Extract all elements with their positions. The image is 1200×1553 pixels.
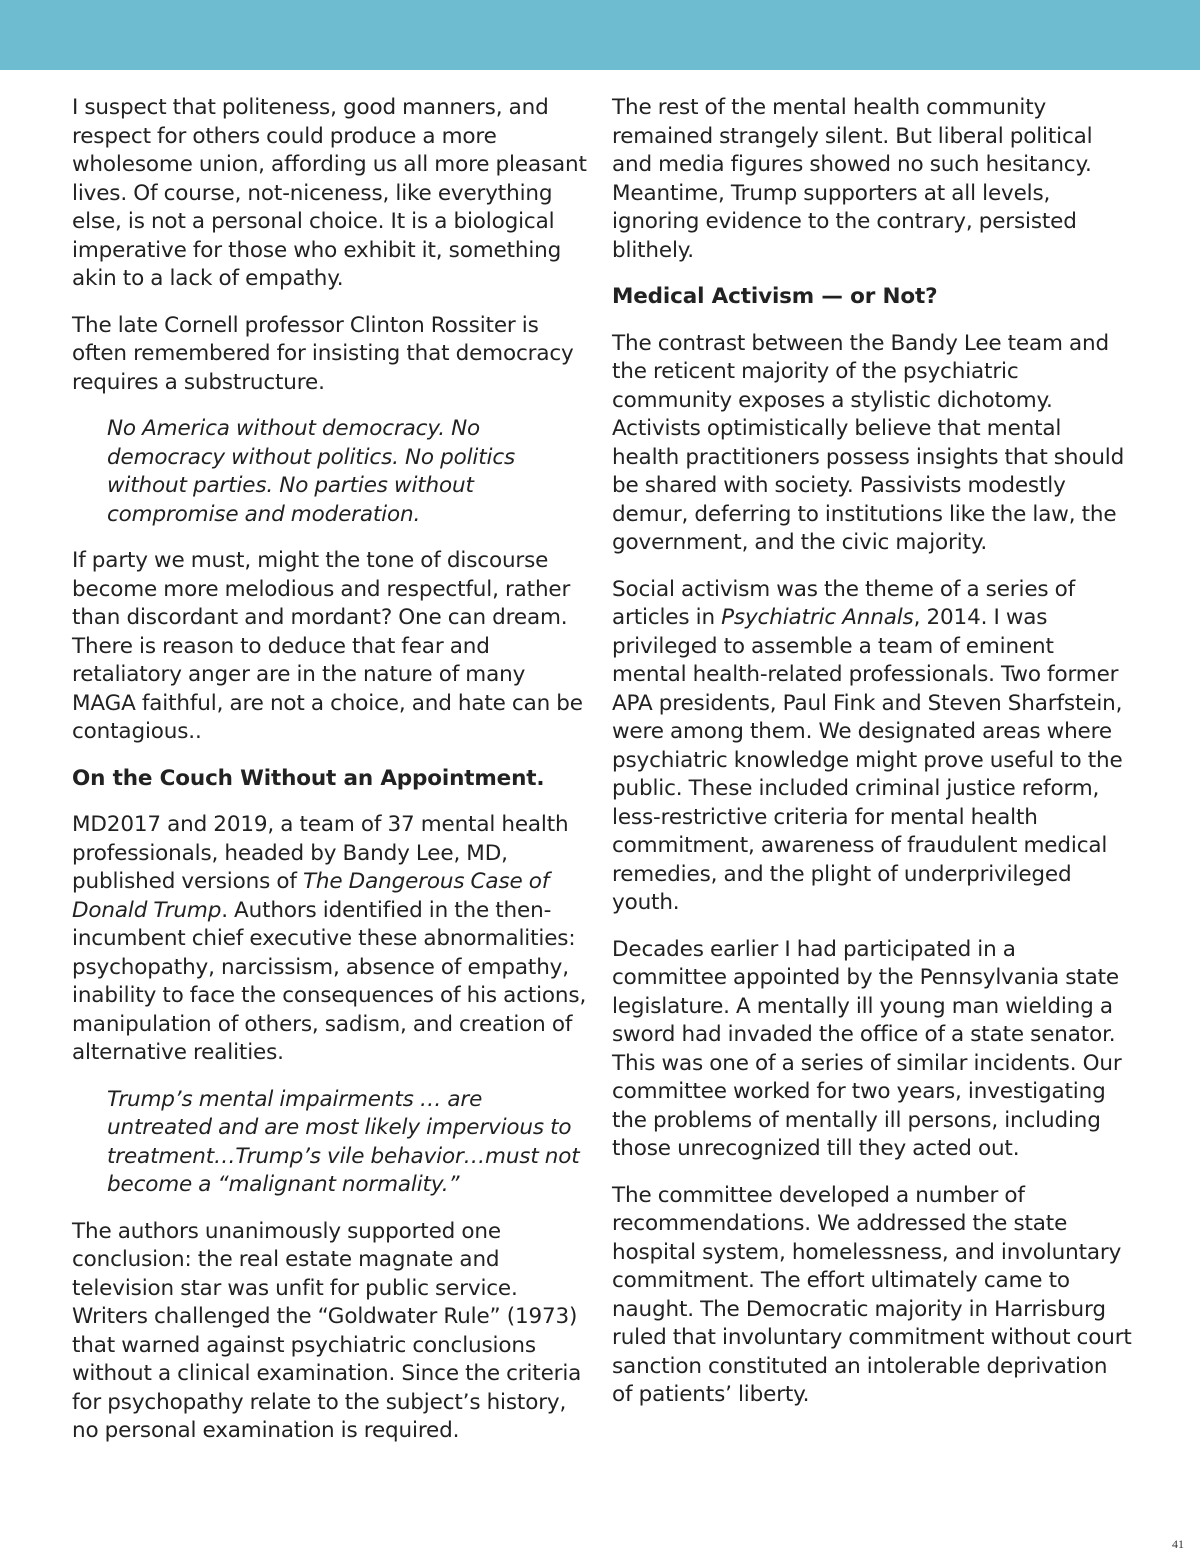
page-number: 41	[1172, 1537, 1184, 1551]
paragraph: The authors unanimously supported one conclusion: the real estate magnate and television star was unfit for public service. Writers challenged the “Goldwater Rule” (1973) that warned against psychiatric conclusions without a clinical examination. Since the criteria for psychopathy relate to the subject’s history, no personal examination is required.	[72, 1218, 582, 1443]
header-band	[0, 0, 1200, 70]
section-heading: On the Couch Without an Appointment.	[72, 765, 545, 791]
paragraph: Decades earlier I had participated in a committee appointed by the Pennsylvania state legislature. A mentally ill young man wielding a sword had invaded the office of a state senator. This was one of a series of similar incidents. Our committee worked for two years, investigating the problems of mentally ill persons, including those unrecognized till they acted out.	[612, 936, 1122, 1161]
block-quote: No America without democracy. No democracy without politics. No politics without parties. No parties without compromise and moderation.	[107, 416, 516, 527]
paragraph: The late Cornell professor Clinton Rossiter is often remembered for insisting that democracy requires a substructure.	[72, 312, 574, 395]
left-column	[72, 94, 588, 1464]
paragraph-text: MD2017 and 2019, a team of 37 mental health professionals, headed by Bandy Lee, MD, published versions of	[72, 812, 569, 894]
paragraph: If party we must, might the tone of discourse become more melodious and respectful, rather than discordant and mordant? One can dream. There is reason to deduce that fear and retaliatory anger are in the nature of many MAGA faithful, are not a choice, and hate can be contagious..	[72, 548, 583, 744]
section-heading: Medical Activism — or Not?	[612, 284, 938, 309]
block-quote: Trump’s mental impairments … are untreated and are most likely impervious to treatment…Trump’s vile behavior…must not become a “malignant normality.”	[107, 1086, 580, 1197]
paragraph: I suspect that politeness, good manners, and respect for others could produce a more wholesome union, affording us all more pleasant lives. Of course, not-niceness, like everything else, is not a personal choice. It is a biological imperative for those who exhibit it, something akin to a lack of empathy.	[72, 95, 587, 291]
book-title: The Dangerous Case of Donald Trump	[72, 869, 550, 923]
paragraph-text: Social activism was the theme of a series of articles in	[612, 576, 1076, 630]
paragraph: The contrast between the Bandy Lee team and the reticent majority of the psychiatric community exposes a stylistic dichotomy. Activists optimistically believe that mental health practitioners possess insights that should be shared with society. Passivists modestly demur, deferring to institutions like the law, the government, and the civic majority.	[612, 330, 1125, 555]
journal-title: Psychiatric Annals	[721, 605, 914, 630]
paragraph: The rest of the mental health community remained strangely silent. But liberal political and media figures showed no such hesitancy. Meantime, Trump supporters at all levels, ignoring evidence to the contrary, persisted blithely.	[612, 95, 1093, 263]
paragraph-text: , 2014. I was privileged to assemble a team of eminent mental health-related professionals. Two former APA presidents, Paul Fink and Steven Sharfstein, were among them. We designated areas where psychiatric knowledge might prove useful to the public. These included criminal justice reform, less-restrictive criteria for mental health commitment, awareness of fraudulent medical remedies, and the plight of underprivileged youth.	[612, 605, 1123, 915]
paragraph	[72, 811, 588, 1068]
paragraph: The committee developed a number of recommendations. We addressed the state hospital system, homelessness, and involuntary commitment. The effort ultimately came to naught. The Democratic majority in Harrisburg ruled that involuntary commitment without court sanction constituted an intolerable deprivation of patients’ liberty.	[612, 1182, 1132, 1407]
paragraph	[612, 576, 1132, 918]
right-column	[612, 94, 1132, 1428]
paragraph-text: . Authors identified in the then-incumbent chief executive these abnormalities: psychopathy, narcissism, absence of empathy, inability to face the consequences of his actions, manipulation of others, sadism, and creation of alternative realities.	[72, 897, 587, 1065]
